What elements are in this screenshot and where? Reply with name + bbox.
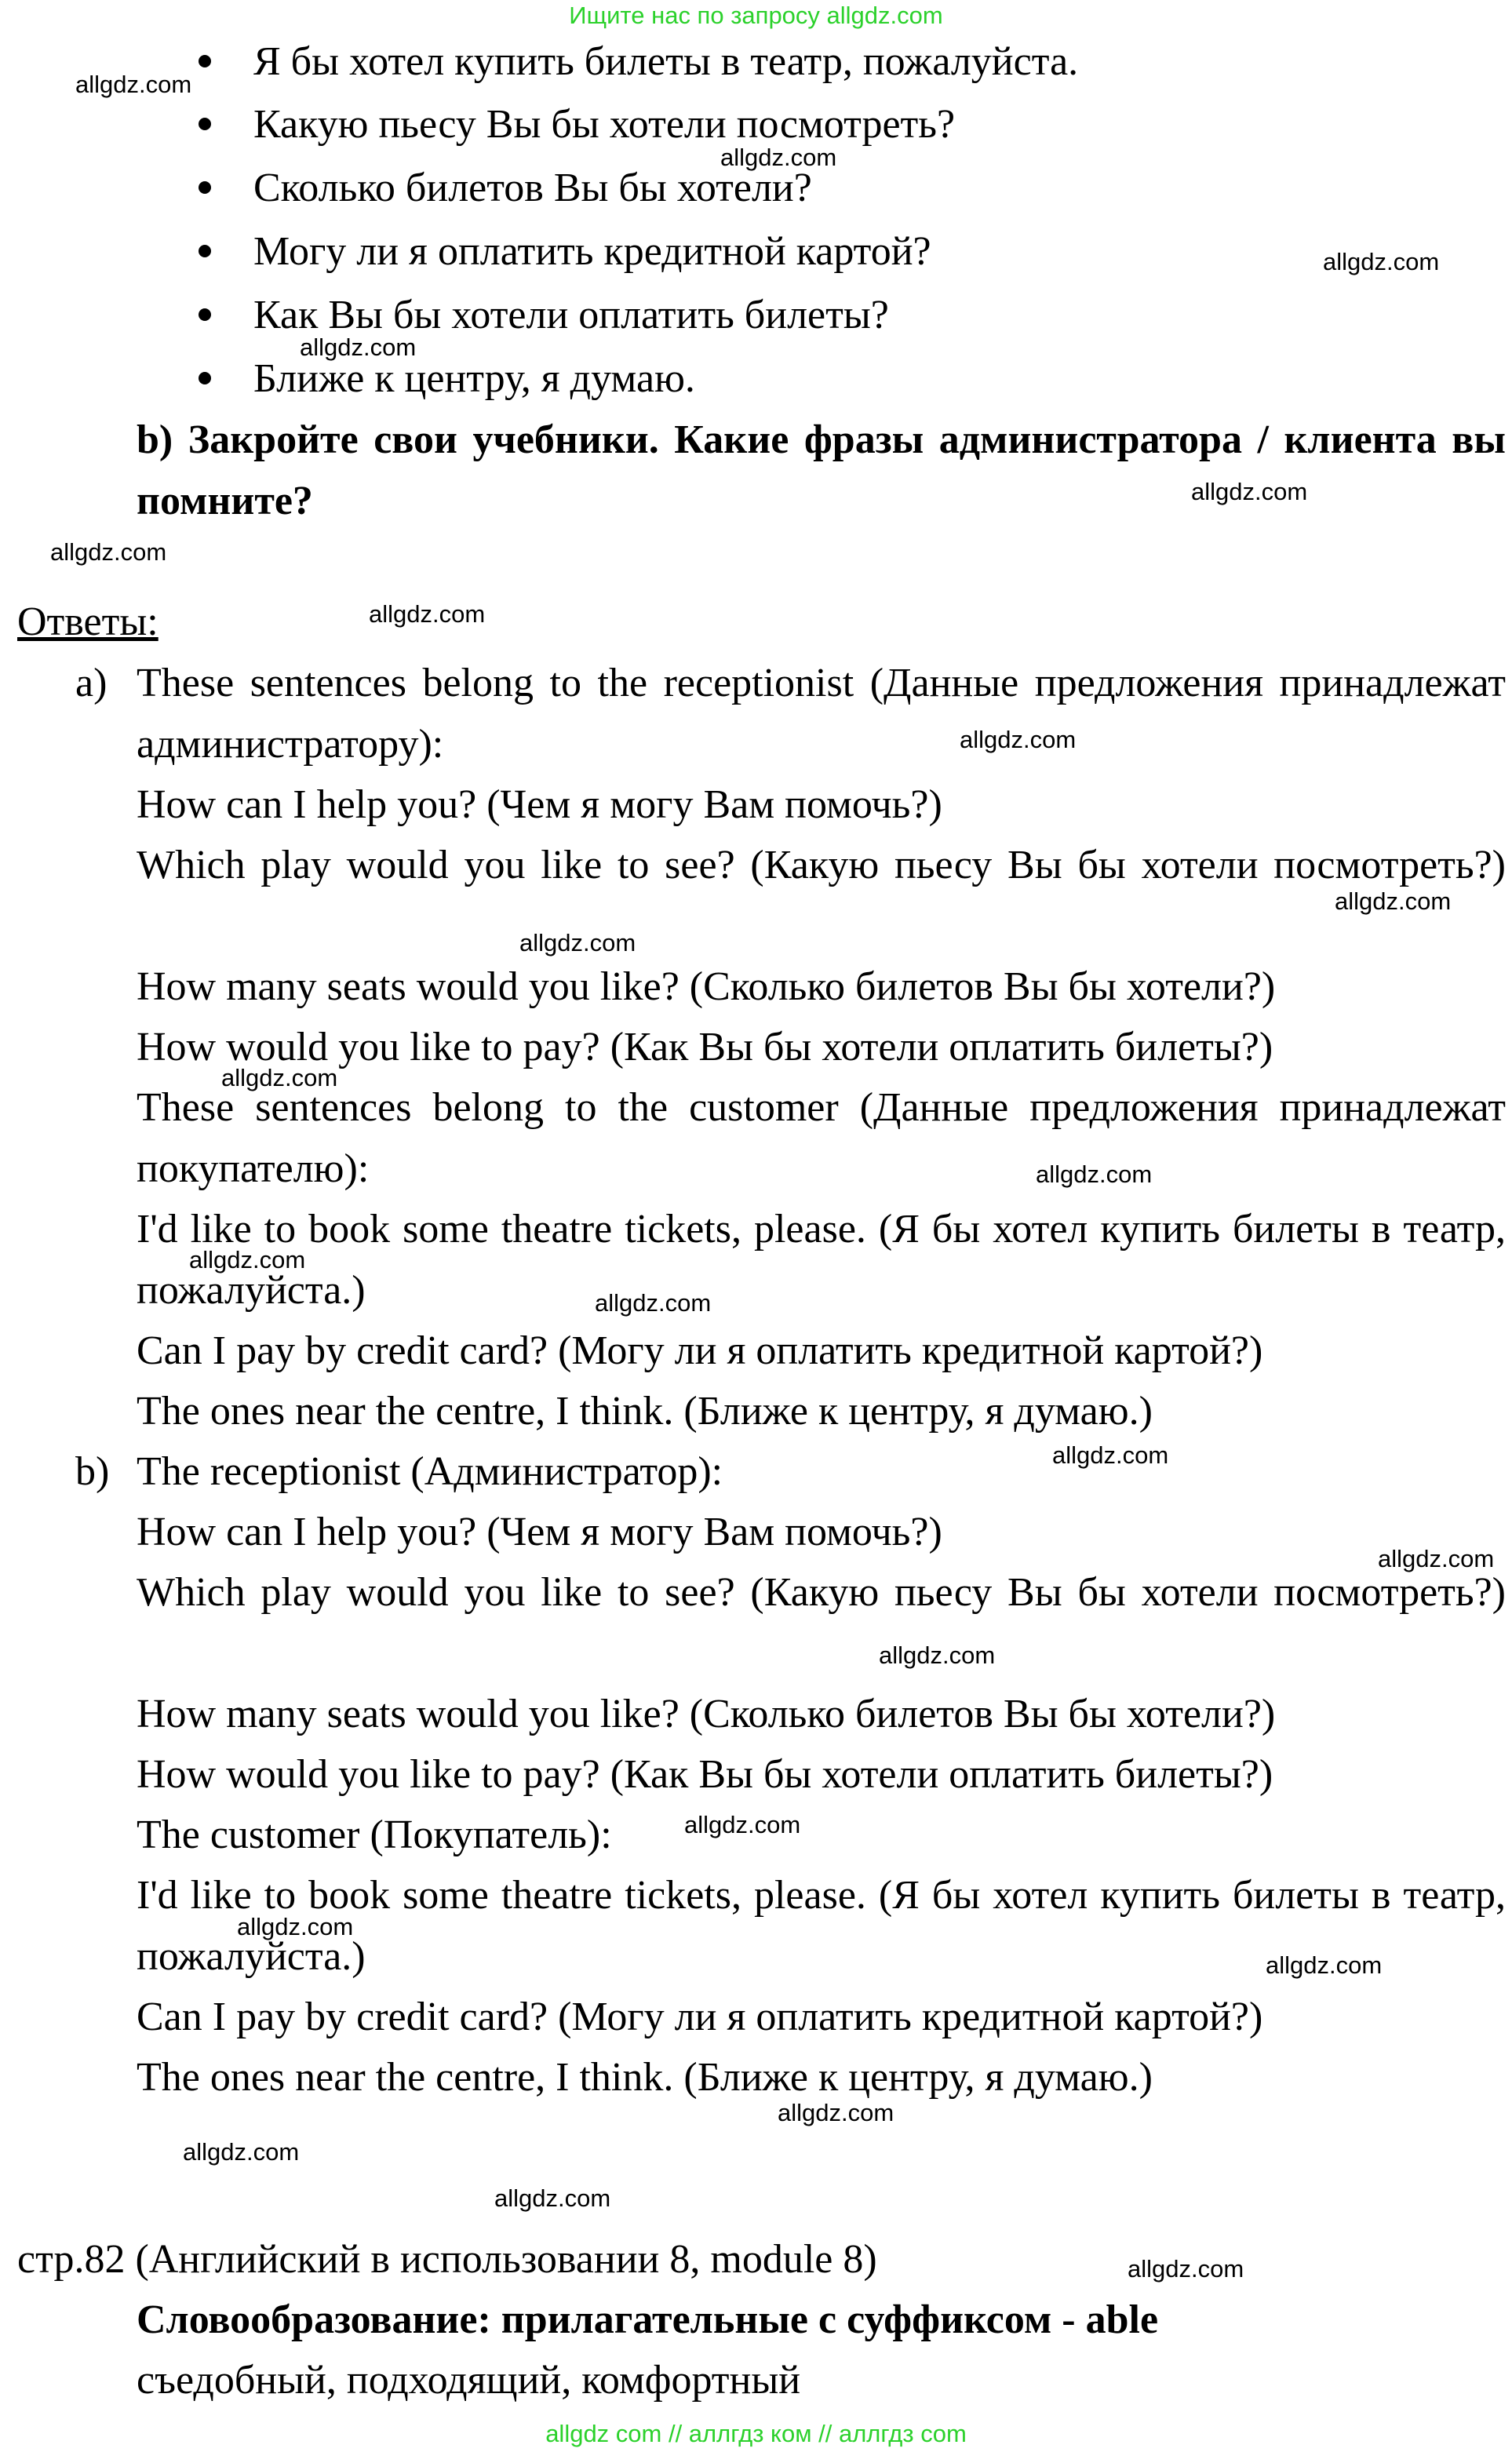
watermark: allgdz.com — [1128, 2255, 1244, 2283]
watermark: allgdz.com — [1191, 478, 1308, 505]
watermark: allgdz.com — [1335, 887, 1452, 915]
watermark: allgdz.com — [960, 726, 1077, 753]
bullet-icon — [199, 181, 211, 194]
task-b-instruction: b) Закройте свои учебники. Какие фразы администратора / клиента вы помните? — [137, 417, 1506, 523]
section-a-label: a) — [75, 661, 107, 705]
answer-line: How would you like to pay? (Как Вы бы хотели оплатить билеты?) — [137, 1025, 1273, 1069]
watermark: allgdz.com — [75, 71, 192, 98]
watermark: allgdz.com — [595, 1289, 712, 1317]
watermark: allgdz.com — [684, 1811, 801, 1838]
search-hint-link[interactable]: Ищите нас по запросу allgdz.com — [569, 2, 943, 29]
section-a-customer-intro: These sentences belong to the customer (Данные предложения принадлежат покупателю): — [137, 1085, 1506, 1191]
watermark: allgdz.com — [1378, 1545, 1495, 1572]
bullet-item: Ближе к центру, я думаю. — [253, 356, 695, 401]
bullet-icon — [199, 372, 211, 384]
answers-label: Ответы: — [17, 599, 158, 644]
watermark: allgdz.com — [879, 1641, 996, 1669]
watermark: allgdz.com — [1036, 1160, 1153, 1188]
watermark: allgdz.com — [494, 2184, 611, 2212]
watermark: allgdz.com — [369, 600, 486, 628]
watermark: allgdz.com — [189, 1246, 306, 1273]
watermark: allgdz.com — [50, 538, 167, 566]
answer-line: Can I pay by credit card? (Могу ли я оплатить кредитной картой?) — [137, 1995, 1263, 2039]
watermark: allgdz.com — [221, 1064, 338, 1091]
answer-line: I'd like to book some theatre tickets, please. (Я бы хотел купить билеты в театр, пожалуйста.) — [137, 1207, 1506, 1313]
answer-line: I'd like to book some theatre tickets, please. (Я бы хотел купить билеты в театр, пожалуйста.) — [137, 1873, 1506, 1979]
footer-links[interactable]: allgdz com // аллгдз ком // аллгдз com — [545, 2420, 967, 2447]
watermark: allgdz.com — [237, 1913, 354, 1940]
answer-line: How can I help you? (Чем я могу Вам помочь?) — [137, 782, 942, 827]
bullet-item: Какую пьесу Вы бы хотели посмотреть? — [253, 102, 956, 147]
section-b-label: b) — [75, 1449, 110, 1494]
bullet-item: Сколько билетов Вы бы хотели? — [253, 166, 812, 210]
answer-line: How would you like to pay? (Как Вы бы хотели оплатить билеты?) — [137, 1752, 1273, 1797]
watermark: allgdz.com — [1323, 248, 1440, 275]
bullet-icon — [199, 118, 211, 130]
watermark: allgdz.com — [300, 333, 417, 361]
watermark: allgdz.com — [183, 2138, 300, 2166]
answer-line: Can I pay by credit card? (Могу ли я оплатить кредитной картой?) — [137, 1328, 1263, 1373]
watermark: allgdz.com — [1052, 1441, 1169, 1469]
answer-line: The ones near the centre, I think. (Ближе к центру, я думаю.) — [137, 2055, 1153, 2100]
bullet-icon — [199, 245, 211, 257]
word-formation-title: Словообразование: прилагательные с суффиксом - able — [137, 2297, 1159, 2342]
page-reference: стр.82 (Английский в использовании 8, module 8) — [17, 2237, 877, 2282]
watermark: allgdz.com — [1266, 1951, 1383, 1979]
answer-line: How many seats would you like? (Сколько билетов Вы бы хотели?) — [137, 964, 1276, 1009]
answer-line: Which play would you like to see? (Какую пьесу Вы бы хотели посмотреть?) — [137, 843, 1506, 887]
section-a-receptionist-intro: These sentences belong to the receptionist (Данные предложения принадлежат администратору): — [137, 661, 1506, 767]
answer-line: How can I help you? (Чем я могу Вам помочь?) — [137, 1510, 942, 1554]
word-list: съедобный, подходящий, комфортный — [137, 2358, 801, 2403]
bullet-item: Как Вы бы хотели оплатить билеты? — [253, 293, 889, 337]
watermark: allgdz.com — [720, 144, 837, 171]
watermark: allgdz.com — [519, 929, 636, 956]
bullet-icon — [199, 308, 211, 321]
bullet-item: Я бы хотел купить билеты в театр, пожалуйста. — [253, 39, 1079, 84]
bullet-item: Могу ли я оплатить кредитной картой? — [253, 229, 931, 274]
answer-line: How many seats would you like? (Сколько билетов Вы бы хотели?) — [137, 1692, 1276, 1736]
section-b-customer-intro: The customer (Покупатель): — [137, 1813, 612, 1857]
watermark: allgdz.com — [778, 2099, 894, 2126]
bullet-icon — [199, 55, 211, 67]
answer-line: Which play would you like to see? (Какую пьесу Вы бы хотели посмотреть?) — [137, 1570, 1506, 1615]
answer-line: The ones near the centre, I think. (Ближе к центру, я думаю.) — [137, 1389, 1153, 1434]
section-b-receptionist-intro: The receptionist (Администратор): — [137, 1449, 723, 1494]
